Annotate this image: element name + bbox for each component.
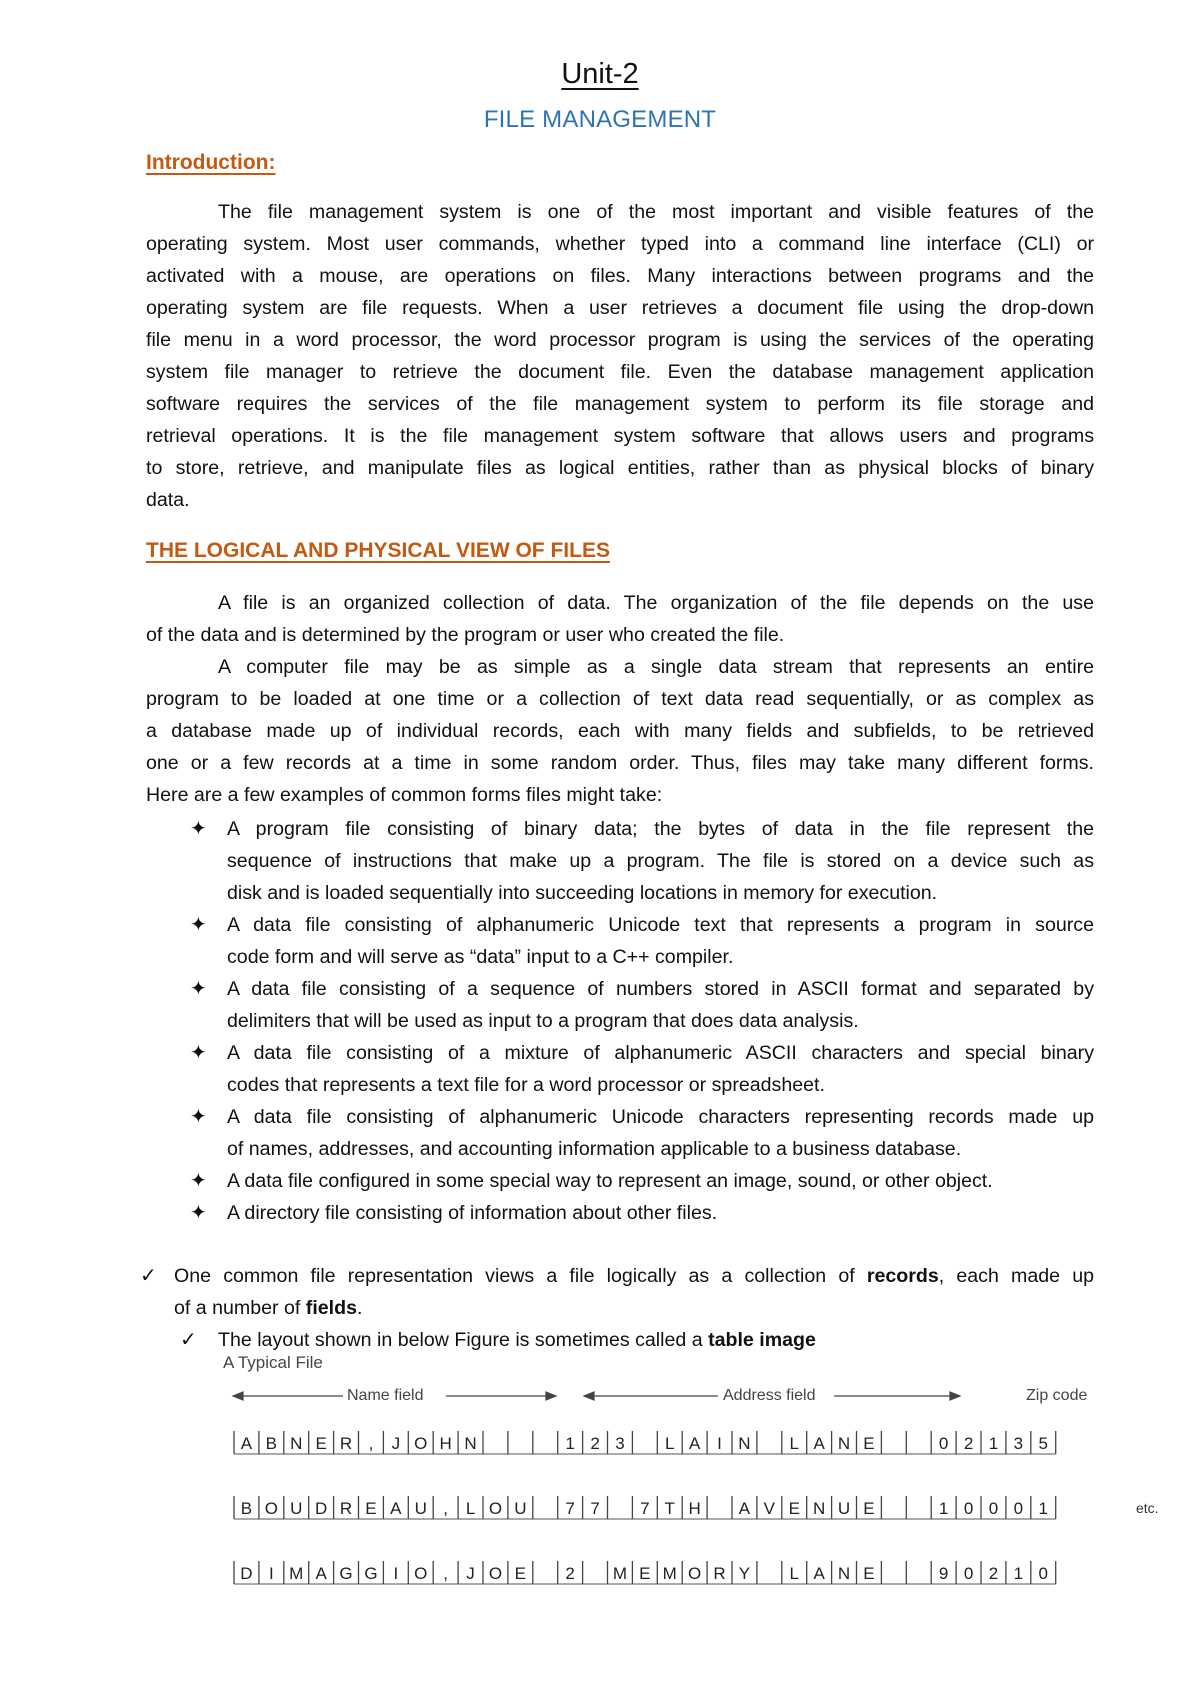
list-item-line: A data file consisting of a mixture of alphanumeric ASCII characters and special binary [227,1042,1094,1064]
record-character: Y [738,1564,751,1583]
record-character: I [717,1434,722,1453]
address-field-right-arrowhead [950,1392,960,1400]
record-character: O [414,1564,428,1583]
record-character: E [788,1499,800,1518]
star-bullet-icon: ✦ [190,1106,207,1128]
list-item-line: A data file configured in some special way to represent an image, sound, or other object. [227,1170,993,1192]
record-character: U [514,1499,527,1518]
list-item-line: codes that represents a text file for a word processor or spreadsheet. [227,1074,825,1096]
list-item [0,1197,1200,1229]
record-character: 1 [1013,1564,1024,1583]
record-character: N [290,1434,303,1453]
list-item [0,1037,1200,1101]
list-item-line: A data file consisting of a sequence of numbers stored in ASCII format and separated by [227,978,1094,1000]
text-run: of a number of [174,1297,306,1319]
list-item-line: A directory file consisting of information about other files. [227,1202,718,1224]
bold-term-records: records [866,1265,939,1287]
list-item [0,813,1200,909]
checklist-line [174,1292,1094,1324]
name-field-right-arrowhead [546,1392,556,1400]
star-bullet-icon: ✦ [190,978,207,1000]
record-character: H [439,1434,452,1453]
list-item-line: A program file consisting of binary data; the bytes of data in the file represent the [227,818,1094,840]
record-character: 0 [1013,1499,1024,1518]
text-run: One common file representation views a file logically as a collection of [174,1265,867,1287]
paragraph-line: activated with a mouse, are operations on files. Many interactions between programs and the [146,265,1094,287]
record-row [234,1496,1056,1519]
record-row [234,1431,1056,1454]
record-character: I [268,1564,274,1583]
record-character: L [789,1564,799,1583]
records-checklist-item [140,1260,1100,1324]
record-character: I [393,1564,399,1583]
record-character: 2 [963,1434,974,1453]
paragraph-line: one or a few records at a time in some random order. Thus, files may take many different forms. [146,752,1094,774]
paragraph-line: operating system are file requests. When a user retrieves a document file using the drop-down [146,297,1094,319]
paragraph-line: A file is an organized collection of data. The organization of the file depends on the use [218,592,1094,614]
record-character: L [789,1434,799,1453]
record-character: A [390,1499,402,1518]
star-bullet-icon: ✦ [190,1170,207,1192]
record-character: R [713,1564,726,1583]
unit-title: Unit-2 [561,58,639,90]
record-character: M [662,1564,677,1583]
record-character: V [763,1499,776,1518]
record-character: O [414,1434,428,1453]
record-character: J [466,1564,475,1583]
list-item [0,1101,1200,1165]
record-character: 1 [565,1434,575,1453]
introduction-heading: Introduction: [146,151,276,174]
text-run: , each made up [938,1265,1094,1287]
list-item [0,1165,1200,1197]
text-run: The layout shown in below Figure is sometimes called a [218,1329,709,1351]
record-character: N [464,1434,477,1453]
list-item-line: delimiters that will be used as input to a program that does data analysis. [227,1010,859,1032]
bold-term-fields: fields [305,1297,357,1319]
star-bullet-icon: ✦ [190,1042,207,1064]
record-character: 5 [1038,1434,1048,1453]
record-character: E [639,1564,651,1583]
record-character: M [289,1564,304,1583]
paragraph-line: Here are a few examples of common forms files might take: [146,784,663,806]
record-character: E [863,1564,875,1583]
record-character: A [813,1434,825,1453]
record-character: O [488,1564,503,1583]
record-character: 7 [590,1499,600,1518]
list-item-line: sequence of instructions that make up a program. The file is stored on a device such as [227,850,1094,872]
record-character: 0 [988,1499,999,1518]
zip-code-label: Zip code [1026,1387,1088,1404]
paragraph-line: operating system. Most user commands, whether typed into a command line interface (CLI) or [146,233,1094,255]
paragraph-line: to store, retrieve, and manipulate files as logical entities, rather than as physical blocks of binary [146,457,1094,479]
figure-title: A Typical File [223,1353,323,1372]
file-forms-list [0,813,1200,1229]
record-character: N [837,1564,851,1583]
field-arrows [233,1392,960,1400]
record-character: R [339,1434,353,1453]
star-bullet-icon: ✦ [190,818,207,840]
bold-term-table-image: table image [708,1329,816,1351]
etc-label: etc. [1136,1500,1159,1516]
record-character: 3 [1013,1434,1024,1453]
record-character: E [365,1499,377,1518]
checklist-line [174,1260,1094,1292]
star-bullet-icon: ✦ [190,1202,207,1224]
record-character: U [837,1499,851,1518]
checkmark-icon: ✓ [140,1265,157,1287]
record-character: 0 [938,1434,949,1453]
star-bullet-icon: ✦ [190,914,207,936]
record-character: 7 [565,1499,575,1518]
record-character: G [339,1564,353,1583]
record-character: O [264,1499,278,1518]
list-item-line: disk and is loaded sequentially into succeeding locations in memory for execution. [227,882,938,904]
list-item-line: A data file consisting of alphanumeric Unicode text that represents a program in source [227,914,1094,936]
record-character: 0 [963,1499,974,1518]
record-character: L [665,1434,675,1453]
record-character: 1 [938,1499,949,1518]
record-character: E [514,1564,527,1583]
list-item [0,973,1200,1037]
text-run: . [356,1297,363,1319]
record-character: N [813,1499,826,1518]
record-character: , [443,1499,449,1518]
record-character: O [688,1564,702,1583]
record-rows [234,1431,1056,1584]
paragraph-line: software requires the services of the file management system to perform its file storage and [146,393,1094,415]
record-character: 1 [988,1434,999,1453]
name-field-label: Name field [347,1387,424,1404]
paragraph-line: retrieval operations. It is the file management system software that allows users and programs [146,425,1094,447]
paragraph-line: The file management system is one of the most important and visible features of the [218,201,1094,223]
record-character: D [315,1499,328,1518]
record-character: E [863,1499,875,1518]
address-field-label: Address field [723,1387,816,1404]
record-character: A [738,1499,751,1518]
record-character: U [414,1499,427,1518]
record-character: 2 [590,1434,600,1453]
record-character: M [612,1564,628,1583]
paragraph-line: a database made up of individual records, each with many fields and subfields, to be retrieved [146,720,1094,742]
record-character: B [240,1499,253,1518]
checkmark-icon: ✓ [180,1329,197,1351]
record-character: R [339,1499,353,1518]
record-character: 1 [1038,1499,1048,1518]
record-character: A [813,1564,825,1583]
record-character: 3 [615,1434,625,1453]
record-character: N [738,1434,751,1453]
record-character: 2 [988,1564,999,1583]
paragraph-line: program to be loaded at one time or a collection of text data read sequentially, or as complex as [146,688,1094,710]
record-character: H [688,1499,701,1518]
record-character: U [290,1499,303,1518]
record-character: A [688,1434,701,1453]
record-row [234,1561,1056,1584]
list-item-line: A data file consisting of alphanumeric Unicode characters representing records made up [227,1106,1094,1128]
record-character: D [240,1564,253,1583]
list-item-line: of names, addresses, and accounting information applicable to a business database. [227,1138,962,1160]
chapter-title: FILE MANAGEMENT [483,106,717,133]
introduction-paragraph [146,196,1094,516]
record-character: 0 [1038,1564,1048,1583]
name-field-left-arrowhead [233,1392,243,1400]
address-field-left-arrowhead [584,1392,594,1400]
record-character: E [863,1434,875,1453]
record-character: A [240,1434,253,1453]
list-item-line: code form and will serve as “data” input to a C++ compiler. [227,946,734,968]
record-character: 2 [565,1564,575,1583]
computer-file-paragraph [146,651,1094,811]
paragraph-line: of the data and is determined by the program or user who created the file. [146,624,785,646]
logical-physical-heading: THE LOGICAL AND PHYSICAL VIEW OF FILES [146,539,610,562]
record-character: 7 [640,1499,650,1518]
record-character: O [488,1499,503,1518]
record-character: N [837,1434,851,1453]
paragraph-line: file menu in a word processor, the word processor program is using the services of the operating [146,329,1094,351]
paragraph-line: A computer file may be as simple as a single data stream that represents an entire [218,656,1094,678]
record-character: , [368,1434,374,1453]
record-character: J [391,1434,401,1453]
paragraph-line: system file manager to retrieve the document file. Even the database management application [146,361,1094,383]
record-character: L [465,1499,476,1518]
record-character: T [664,1499,675,1518]
file-definition-paragraph [146,587,1094,651]
record-character: 9 [938,1564,949,1583]
list-item [0,909,1200,973]
record-character: , [443,1564,449,1583]
record-character: G [364,1564,378,1583]
record-character: A [315,1564,327,1583]
record-character: E [315,1434,327,1453]
record-character: B [265,1434,278,1453]
record-character: 0 [963,1564,974,1583]
paragraph-line: data. [146,489,190,511]
